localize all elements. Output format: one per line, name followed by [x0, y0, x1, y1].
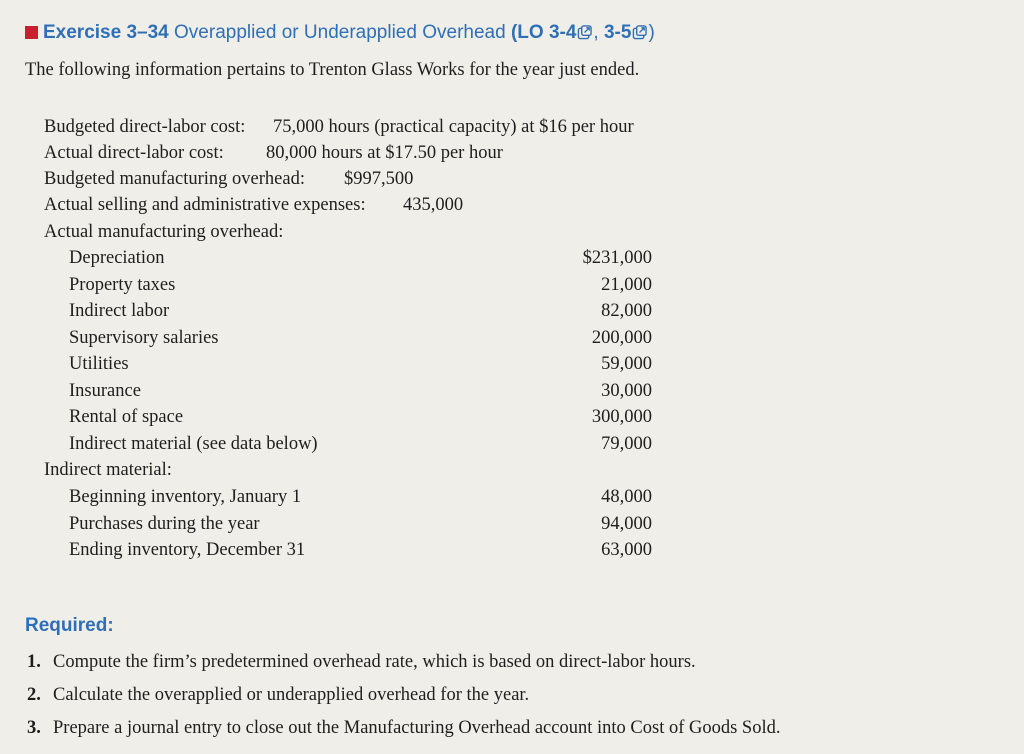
indirect-material-label: Indirect material:: [44, 460, 172, 480]
overhead-item-amount: 30,000: [601, 381, 652, 401]
lo-second[interactable]: 3-5: [603, 22, 632, 43]
indirect-material-item-label: Beginning inventory, January 1: [69, 487, 302, 507]
overhead-item-amount: 82,000: [601, 301, 652, 321]
required-title: Required:: [25, 615, 114, 636]
overhead-item-amount: 300,000: [591, 407, 652, 427]
budgeted-moh-label: Budgeted manufacturing overhead:: [44, 169, 305, 189]
overhead-item-label: Indirect material (see data below): [69, 434, 318, 454]
intro-text: The following information pertains to Trenton Glass Works for the year just ended.: [25, 60, 640, 80]
lo-open: (LO 3-4: [510, 22, 577, 43]
indirect-material-item-label: Purchases during the year: [69, 514, 260, 534]
required-item-number: 1.: [27, 652, 41, 672]
overhead-item-label: Utilities: [69, 354, 129, 374]
actual-dl-value: 80,000 hours at $17.50 per hour: [266, 143, 503, 163]
required-item: [27, 716, 780, 740]
budgeted-moh-value: $997,500: [344, 169, 414, 189]
required-item: [27, 683, 529, 707]
actual-moh-label: Actual manufacturing overhead:: [44, 222, 284, 242]
budgeted-dl-value: 75,000 hours (practical capacity) at $16 per hour: [273, 117, 634, 137]
external-link-icon[interactable]: [632, 25, 647, 40]
overhead-item-label: Indirect labor: [69, 301, 170, 321]
external-link-icon[interactable]: [577, 25, 592, 40]
overhead-item-amount: 79,000: [601, 434, 652, 454]
overhead-item-label: Property taxes: [69, 275, 176, 295]
exercise-heading: [25, 19, 655, 47]
budgeted-dl-label: Budgeted direct-labor cost:: [44, 117, 246, 137]
overhead-item-amount: 200,000: [591, 328, 652, 348]
indirect-material-item-label: Ending inventory, December 31: [69, 540, 306, 560]
overhead-item-amount: 21,000: [601, 275, 652, 295]
section-marker: [25, 26, 38, 39]
indirect-material-item-amount: 48,000: [601, 487, 652, 507]
actual-dl-label: Actual direct-labor cost:: [44, 143, 224, 163]
exercise-title: Overapplied or Underapplied Overhead: [174, 22, 506, 43]
required-item-text: Compute the firm’s predetermined overhead rate, which is based on direct-labor hours.: [53, 652, 696, 672]
overhead-item-label: Depreciation: [69, 248, 165, 268]
required-item: [27, 650, 696, 674]
actual-sa-label: Actual selling and administrative expenses:: [44, 195, 366, 215]
required-item-number: 3.: [27, 718, 41, 738]
required-item-number: 2.: [27, 685, 41, 705]
overhead-item-label: Supervisory salaries: [69, 328, 219, 348]
exercise-number: Exercise 3–34: [43, 22, 169, 43]
overhead-item-amount: 59,000: [601, 354, 652, 374]
required-item-text: Calculate the overapplied or underapplied overhead for the year.: [53, 685, 530, 705]
overhead-item-label: Rental of space: [69, 407, 184, 427]
overhead-item-amount: $231,000: [582, 248, 652, 268]
indirect-material-item-amount: 63,000: [601, 540, 652, 560]
lo-close: ): [648, 22, 655, 43]
required-item-text: Prepare a journal entry to close out the Manufacturing Overhead account into Cost of Goods Sold.: [53, 718, 781, 738]
lo-separator: ,: [593, 22, 599, 43]
actual-sa-value: 435,000: [403, 195, 464, 215]
indirect-material-item-amount: 94,000: [601, 514, 652, 534]
overhead-item-label: Insurance: [69, 381, 141, 401]
